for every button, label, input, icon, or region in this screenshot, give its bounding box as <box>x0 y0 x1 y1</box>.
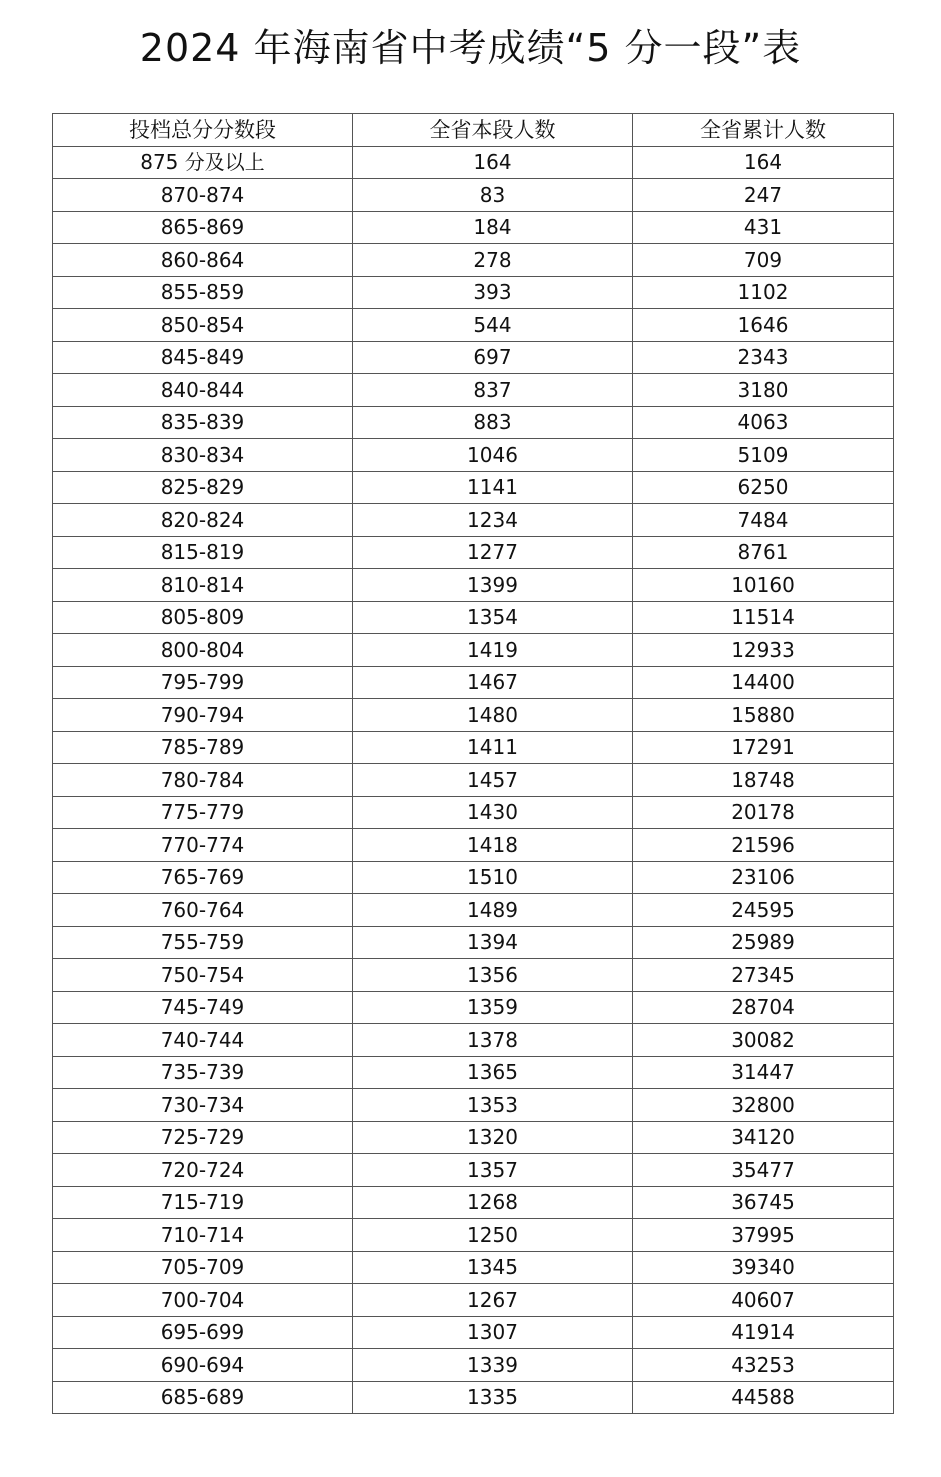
table-row <box>53 1219 894 1252</box>
cell-cumulative-count: 3180 <box>633 374 894 407</box>
cell-segment-count: 1419 <box>353 634 633 667</box>
cell-score-range: 750-754 <box>53 959 353 992</box>
cell-segment-count: 1339 <box>353 1349 633 1382</box>
cell-cumulative-count: 4063 <box>633 406 894 439</box>
cell-score-range: 875 分及以上 <box>53 146 353 179</box>
cell-cumulative-count: 24595 <box>633 894 894 927</box>
cell-segment-count: 837 <box>353 374 633 407</box>
cell-cumulative-count: 41914 <box>633 1316 894 1349</box>
cell-score-range: 775-779 <box>53 796 353 829</box>
cell-cumulative-count: 21596 <box>633 829 894 862</box>
cell-segment-count: 1430 <box>353 796 633 829</box>
cell-cumulative-count: 11514 <box>633 601 894 634</box>
table-row <box>53 959 894 992</box>
table-row <box>53 309 894 342</box>
cell-cumulative-count: 8761 <box>633 536 894 569</box>
cell-cumulative-count: 32800 <box>633 1089 894 1122</box>
cell-score-range: 770-774 <box>53 829 353 862</box>
table-body <box>53 146 894 1414</box>
table-row <box>53 406 894 439</box>
table-row <box>53 1089 894 1122</box>
cell-segment-count: 1141 <box>353 471 633 504</box>
cell-score-range: 765-769 <box>53 861 353 894</box>
cell-score-range: 810-814 <box>53 569 353 602</box>
cell-segment-count: 1480 <box>353 699 633 732</box>
cell-cumulative-count: 247 <box>633 179 894 212</box>
cell-score-range: 780-784 <box>53 764 353 797</box>
table-row <box>53 829 894 862</box>
cell-cumulative-count: 15880 <box>633 699 894 732</box>
cell-cumulative-count: 10160 <box>633 569 894 602</box>
cell-cumulative-count: 25989 <box>633 926 894 959</box>
cell-cumulative-count: 37995 <box>633 1219 894 1252</box>
table-row <box>53 439 894 472</box>
table-row <box>53 894 894 927</box>
cell-score-range: 705-709 <box>53 1251 353 1284</box>
cell-cumulative-count: 23106 <box>633 861 894 894</box>
cell-segment-count: 83 <box>353 179 633 212</box>
table-row <box>53 991 894 1024</box>
cell-cumulative-count: 27345 <box>633 959 894 992</box>
cell-segment-count: 1320 <box>353 1121 633 1154</box>
cell-segment-count: 1335 <box>353 1381 633 1414</box>
page-title: 2024 年海南省中考成绩“5 分一段”表 <box>139 26 802 70</box>
header-segment-count: 全省本段人数 <box>353 114 633 147</box>
cell-cumulative-count: 164 <box>633 146 894 179</box>
cell-segment-count: 1354 <box>353 601 633 634</box>
cell-segment-count: 544 <box>353 309 633 342</box>
table-row <box>53 634 894 667</box>
cell-score-range: 685-689 <box>53 1381 353 1414</box>
table-row <box>53 146 894 179</box>
table-row <box>53 731 894 764</box>
cell-cumulative-count: 14400 <box>633 666 894 699</box>
table-row <box>53 1251 894 1284</box>
cell-cumulative-count: 44588 <box>633 1381 894 1414</box>
cell-score-range: 825-829 <box>53 471 353 504</box>
cell-segment-count: 1356 <box>353 959 633 992</box>
table-row <box>53 1186 894 1219</box>
table-row <box>53 1121 894 1154</box>
cell-segment-count: 1353 <box>353 1089 633 1122</box>
cell-score-range: 800-804 <box>53 634 353 667</box>
cell-score-range: 820-824 <box>53 504 353 537</box>
table-row <box>53 1349 894 1382</box>
cell-cumulative-count: 17291 <box>633 731 894 764</box>
cell-segment-count: 1307 <box>353 1316 633 1349</box>
cell-segment-count: 1411 <box>353 731 633 764</box>
cell-score-range: 805-809 <box>53 601 353 634</box>
cell-score-range: 715-719 <box>53 1186 353 1219</box>
cell-segment-count: 1357 <box>353 1154 633 1187</box>
table-row <box>53 601 894 634</box>
table-row <box>53 179 894 212</box>
table-row <box>53 341 894 374</box>
cell-score-range: 755-759 <box>53 926 353 959</box>
cell-segment-count: 1394 <box>353 926 633 959</box>
cell-cumulative-count: 12933 <box>633 634 894 667</box>
cell-segment-count: 1234 <box>353 504 633 537</box>
cell-score-range: 790-794 <box>53 699 353 732</box>
score-table <box>52 113 894 1414</box>
cell-cumulative-count: 43253 <box>633 1349 894 1382</box>
cell-score-range: 730-734 <box>53 1089 353 1122</box>
cell-segment-count: 1268 <box>353 1186 633 1219</box>
table-row <box>53 926 894 959</box>
cell-score-range: 695-699 <box>53 1316 353 1349</box>
cell-score-range: 690-694 <box>53 1349 353 1382</box>
cell-score-range: 785-789 <box>53 731 353 764</box>
cell-segment-count: 1378 <box>353 1024 633 1057</box>
header-cumulative-count: 全省累计人数 <box>633 114 894 147</box>
cell-cumulative-count: 2343 <box>633 341 894 374</box>
cell-cumulative-count: 1646 <box>633 309 894 342</box>
cell-cumulative-count: 18748 <box>633 764 894 797</box>
cell-score-range: 740-744 <box>53 1024 353 1057</box>
table-row <box>53 666 894 699</box>
cell-score-range: 725-729 <box>53 1121 353 1154</box>
cell-segment-count: 1418 <box>353 829 633 862</box>
cell-score-range: 865-869 <box>53 211 353 244</box>
cell-cumulative-count: 1102 <box>633 276 894 309</box>
table-row <box>53 1024 894 1057</box>
table-row <box>53 861 894 894</box>
cell-cumulative-count: 5109 <box>633 439 894 472</box>
table-row <box>53 1381 894 1414</box>
cell-cumulative-count: 39340 <box>633 1251 894 1284</box>
cell-segment-count: 697 <box>353 341 633 374</box>
cell-score-range: 710-714 <box>53 1219 353 1252</box>
cell-segment-count: 278 <box>353 244 633 277</box>
table-row <box>53 699 894 732</box>
cell-score-range: 760-764 <box>53 894 353 927</box>
cell-cumulative-count: 431 <box>633 211 894 244</box>
cell-score-range: 745-749 <box>53 991 353 1024</box>
cell-segment-count: 1267 <box>353 1284 633 1317</box>
cell-cumulative-count: 709 <box>633 244 894 277</box>
table-row <box>53 211 894 244</box>
cell-segment-count: 1489 <box>353 894 633 927</box>
table-row <box>53 504 894 537</box>
cell-segment-count: 1365 <box>353 1056 633 1089</box>
cell-score-range: 870-874 <box>53 179 353 212</box>
table-row <box>53 569 894 602</box>
table-row <box>53 374 894 407</box>
cell-segment-count: 1457 <box>353 764 633 797</box>
cell-segment-count: 1277 <box>353 536 633 569</box>
cell-score-range: 850-854 <box>53 309 353 342</box>
cell-segment-count: 1345 <box>353 1251 633 1284</box>
table-row <box>53 796 894 829</box>
table-row <box>53 471 894 504</box>
cell-score-range: 795-799 <box>53 666 353 699</box>
cell-segment-count: 184 <box>353 211 633 244</box>
header-score-range: 投档总分分数段 <box>53 114 353 147</box>
cell-segment-count: 164 <box>353 146 633 179</box>
table-row <box>53 1154 894 1187</box>
cell-score-range: 845-849 <box>53 341 353 374</box>
cell-cumulative-count: 20178 <box>633 796 894 829</box>
cell-score-range: 860-864 <box>53 244 353 277</box>
cell-cumulative-count: 28704 <box>633 991 894 1024</box>
table-row <box>53 764 894 797</box>
table-row <box>53 1316 894 1349</box>
cell-cumulative-count: 34120 <box>633 1121 894 1154</box>
cell-score-range: 855-859 <box>53 276 353 309</box>
cell-score-range: 815-819 <box>53 536 353 569</box>
cell-cumulative-count: 6250 <box>633 471 894 504</box>
cell-segment-count: 1046 <box>353 439 633 472</box>
table-row <box>53 536 894 569</box>
cell-cumulative-count: 36745 <box>633 1186 894 1219</box>
cell-score-range: 830-834 <box>53 439 353 472</box>
table-row <box>53 276 894 309</box>
cell-cumulative-count: 35477 <box>633 1154 894 1187</box>
cell-segment-count: 1467 <box>353 666 633 699</box>
cell-score-range: 720-724 <box>53 1154 353 1187</box>
cell-segment-count: 1399 <box>353 569 633 602</box>
cell-segment-count: 883 <box>353 406 633 439</box>
cell-score-range: 735-739 <box>53 1056 353 1089</box>
cell-segment-count: 1359 <box>353 991 633 1024</box>
cell-score-range: 700-704 <box>53 1284 353 1317</box>
cell-segment-count: 1510 <box>353 861 633 894</box>
table-row <box>53 244 894 277</box>
cell-cumulative-count: 40607 <box>633 1284 894 1317</box>
cell-cumulative-count: 31447 <box>633 1056 894 1089</box>
cell-segment-count: 393 <box>353 276 633 309</box>
table-row <box>53 1056 894 1089</box>
table-header-row <box>53 114 894 147</box>
table-row <box>53 1284 894 1317</box>
cell-segment-count: 1250 <box>353 1219 633 1252</box>
cell-cumulative-count: 7484 <box>633 504 894 537</box>
cell-score-range: 840-844 <box>53 374 353 407</box>
cell-score-range: 835-839 <box>53 406 353 439</box>
cell-cumulative-count: 30082 <box>633 1024 894 1057</box>
